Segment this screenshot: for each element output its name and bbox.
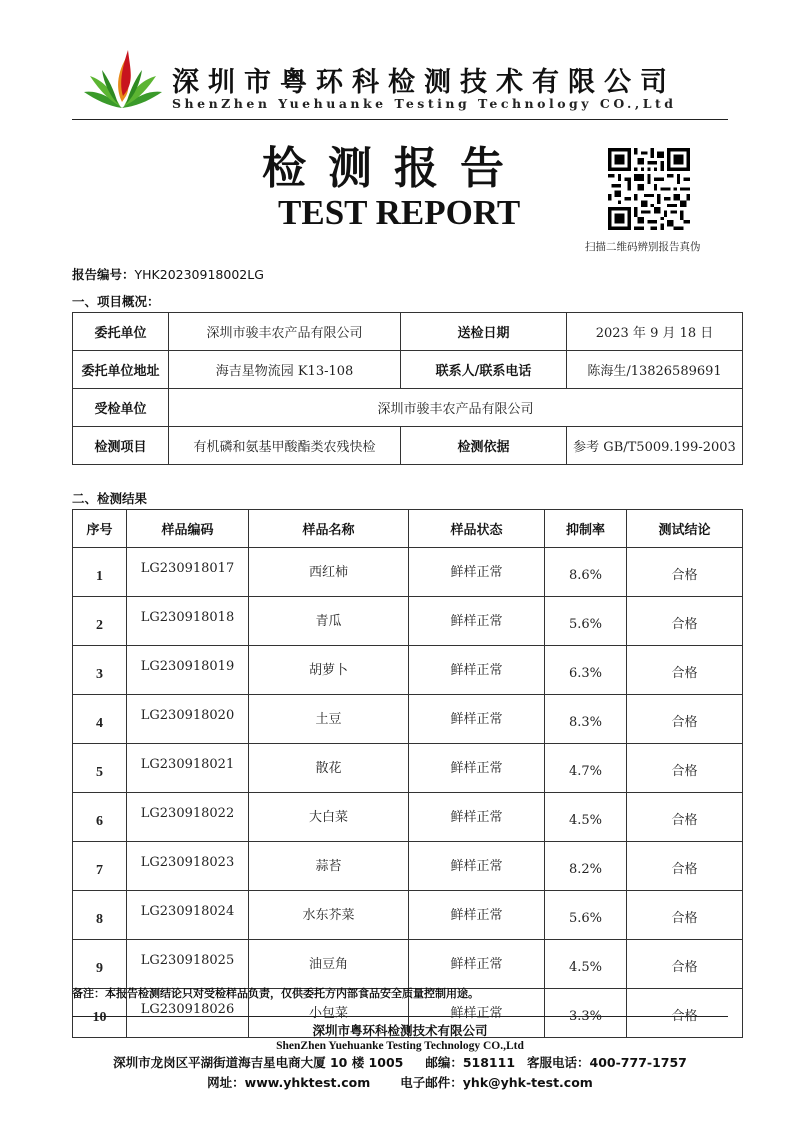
test-conclusion: 合格	[627, 597, 743, 646]
sample-code: LG230918017	[127, 548, 249, 597]
sample-state: 鲜样正常	[409, 646, 545, 695]
client-value: 深圳市骏丰农产品有限公司	[169, 313, 401, 351]
footer-postcode: 邮编：518111	[425, 1055, 516, 1070]
column-header: 序号	[73, 510, 127, 548]
row-number: 9	[73, 940, 127, 989]
inhibition-rate: 8.3%	[545, 695, 627, 744]
table-row	[73, 744, 743, 793]
row-number: 6	[73, 793, 127, 842]
footer-company-cn: 深圳市粤环科检测技术有限公司	[312, 1023, 488, 1038]
item-value: 有机磷和氨基甲酸酯类农残快检	[169, 427, 401, 465]
company-name-en: ShenZhen Yuehuanke Testing Technology CO.,Ltd	[172, 96, 677, 111]
remark-note: 备注：本报告检测结论只对受检样品负责，仅供委托方内部食品安全质量控制用途。	[72, 987, 479, 1000]
sample-code: LG230918018	[127, 597, 249, 646]
column-header: 样品名称	[249, 510, 409, 548]
item-label: 检测项目	[73, 427, 169, 465]
date-value: 2023 年 9 月 18 日	[567, 313, 743, 351]
footer-address: 深圳市龙岗区平湖街道海吉星电商大厦 10 楼 1005	[113, 1055, 404, 1070]
report-number	[72, 265, 264, 283]
sample-name: 油豆角	[249, 940, 409, 989]
info-row-item	[73, 427, 743, 465]
table-row	[73, 793, 743, 842]
table-row	[73, 891, 743, 940]
inhibition-rate: 3.3%	[545, 989, 627, 1038]
row-number: 3	[73, 646, 127, 695]
info-row-inspected	[73, 389, 743, 427]
info-row-address	[73, 351, 743, 389]
footer-company-en: ShenZhen Yuehuanke Testing Technology CO.,Ltd	[276, 1040, 524, 1052]
sample-state: 鲜样正常	[409, 989, 545, 1038]
test-conclusion: 合格	[627, 695, 743, 744]
inhibition-rate: 8.2%	[545, 842, 627, 891]
row-number: 1	[73, 548, 127, 597]
sample-code: LG230918019	[127, 646, 249, 695]
sample-name: 散花	[249, 744, 409, 793]
sample-state: 鲜样正常	[409, 842, 545, 891]
basis-value: 参考 GB/T5009.199-2003	[567, 427, 743, 465]
sample-state: 鲜样正常	[409, 597, 545, 646]
table-row	[73, 597, 743, 646]
results-table	[72, 509, 743, 1038]
footer-hotline: 客服电话：400-777-1757	[527, 1055, 687, 1070]
footer-email-link[interactable]: 电子邮件：yhk@yhk-test.com	[400, 1075, 593, 1090]
sample-name: 西红柿	[249, 548, 409, 597]
section-overview-title: 一、项目概况：	[72, 294, 160, 309]
test-conclusion: 合格	[627, 646, 743, 695]
row-number: 8	[73, 891, 127, 940]
sample-name: 水东芥菜	[249, 891, 409, 940]
table-row	[73, 646, 743, 695]
footer-address-line	[0, 1053, 800, 1071]
sample-name: 小包菜	[249, 989, 409, 1038]
inhibition-rate: 5.6%	[545, 891, 627, 940]
inhibition-rate: 4.5%	[545, 793, 627, 842]
sample-state: 鲜样正常	[409, 940, 545, 989]
report-title-cn: 检测报告	[262, 143, 526, 194]
sample-name: 胡萝卜	[249, 646, 409, 695]
contact-label: 联系人/联系电话	[401, 351, 567, 389]
row-number: 4	[73, 695, 127, 744]
column-header: 抑制率	[545, 510, 627, 548]
inhibition-rate: 4.7%	[545, 744, 627, 793]
column-header: 样品编码	[127, 510, 249, 548]
inspected-label: 受检单位	[73, 389, 169, 427]
company-name-cn: 深圳市粤环科检测技术有限公司	[172, 67, 676, 98]
footer-website-link[interactable]: 网址：www.yhktest.com	[207, 1075, 371, 1090]
inhibition-rate: 5.6%	[545, 597, 627, 646]
sample-state: 鲜样正常	[409, 744, 545, 793]
inhibition-rate: 8.6%	[545, 548, 627, 597]
sample-code: LG230918022	[127, 793, 249, 842]
report-number-value: YHK20230918002LG	[134, 267, 264, 282]
report-title-en: TEST REPORT	[278, 193, 521, 232]
sample-state: 鲜样正常	[409, 548, 545, 597]
row-number: 10	[73, 989, 127, 1038]
table-row	[73, 842, 743, 891]
report-number-label: 报告编号：	[72, 267, 135, 282]
table-row	[73, 940, 743, 989]
basis-label: 检测依据	[401, 427, 567, 465]
sample-code: LG230918021	[127, 744, 249, 793]
test-conclusion: 合格	[627, 793, 743, 842]
address-value: 海吉星物流园 K13-108	[169, 351, 401, 389]
column-header: 样品状态	[409, 510, 545, 548]
table-row	[73, 695, 743, 744]
date-label: 送检日期	[401, 313, 567, 351]
test-conclusion: 合格	[627, 891, 743, 940]
contact-value: 陈海生/13826589691	[567, 351, 743, 389]
test-conclusion: 合格	[627, 989, 743, 1038]
footer-web-line	[0, 1073, 800, 1091]
address-label: 委托单位地址	[73, 351, 169, 389]
row-number: 2	[73, 597, 127, 646]
sample-code: LG230918024	[127, 891, 249, 940]
sample-state: 鲜样正常	[409, 695, 545, 744]
sample-code: LG230918023	[127, 842, 249, 891]
section-results-title: 二、检测结果	[72, 491, 148, 506]
info-row-client	[73, 313, 743, 351]
row-number: 7	[73, 842, 127, 891]
sample-name: 土豆	[249, 695, 409, 744]
test-conclusion: 合格	[627, 548, 743, 597]
results-header-row	[73, 510, 743, 548]
sample-name: 青瓜	[249, 597, 409, 646]
header-divider	[72, 119, 728, 120]
inhibition-rate: 6.3%	[545, 646, 627, 695]
table-row	[73, 548, 743, 597]
project-info-table	[72, 312, 743, 465]
sample-name: 大白菜	[249, 793, 409, 842]
sample-state: 鲜样正常	[409, 891, 545, 940]
footer-divider	[72, 1016, 728, 1017]
test-conclusion: 合格	[627, 744, 743, 793]
sample-name: 蒜苔	[249, 842, 409, 891]
row-number: 5	[73, 744, 127, 793]
inspected-value: 深圳市骏丰农产品有限公司	[169, 389, 743, 427]
qr-code-icon[interactable]	[608, 148, 690, 230]
sample-code: LG230918026	[127, 989, 249, 1038]
inhibition-rate: 4.5%	[545, 940, 627, 989]
sample-code: LG230918025	[127, 940, 249, 989]
sample-state: 鲜样正常	[409, 793, 545, 842]
qr-note: 扫描二维码辨别报告真伪	[585, 241, 701, 253]
test-conclusion: 合格	[627, 940, 743, 989]
test-conclusion: 合格	[627, 842, 743, 891]
column-header: 测试结论	[627, 510, 743, 548]
company-logo	[82, 46, 164, 112]
sample-code: LG230918020	[127, 695, 249, 744]
client-label: 委托单位	[73, 313, 169, 351]
